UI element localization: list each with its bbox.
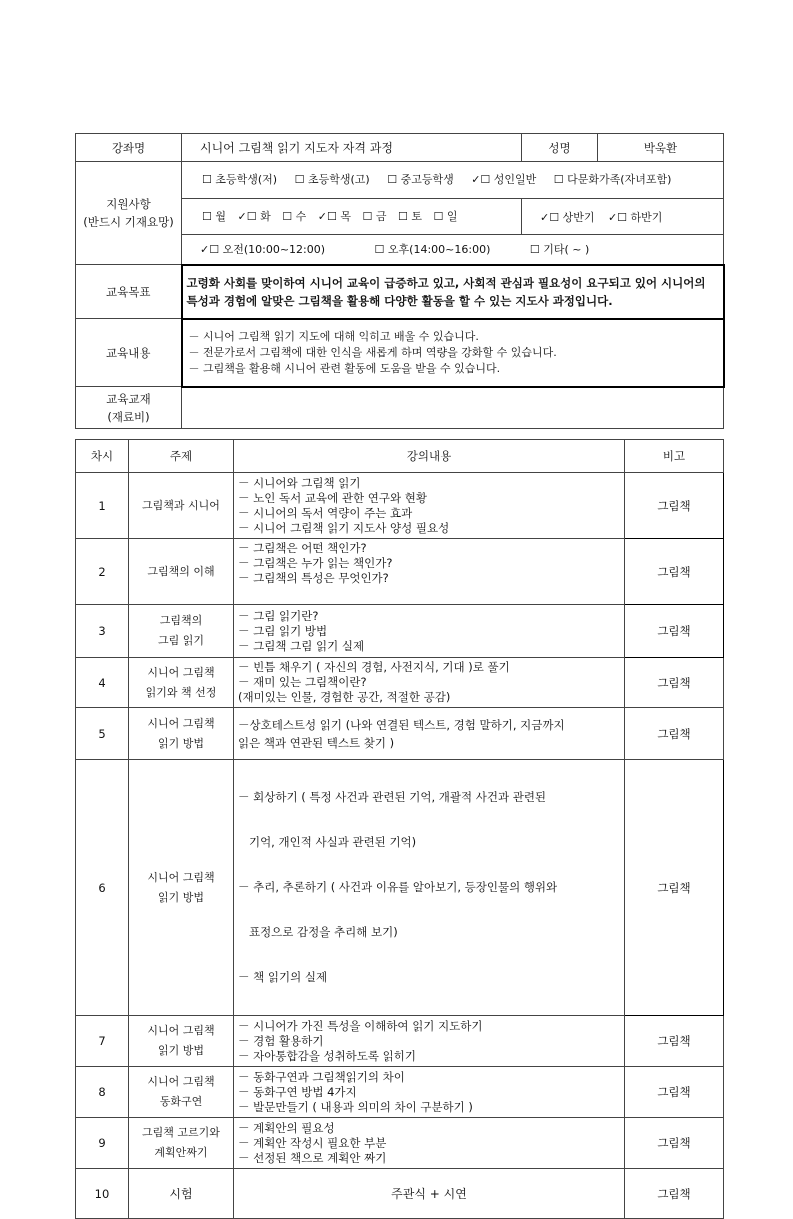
target-option[interactable]: ☐ 중고등학생: [387, 173, 454, 186]
course-name: 시니어 그림책 읽기 지도자 자격 과정: [182, 134, 522, 162]
checkbox-icon[interactable]: ☐: [397, 209, 408, 223]
session-number: 3: [76, 605, 129, 658]
target-option[interactable]: ☐ 초등학생(저): [202, 173, 278, 186]
session-note: 그림책: [625, 1067, 724, 1118]
session-content: －상호테스트성 읽기 (나와 연결된 텍스트, 경험 말하기, 지금까지 읽은 책과 연관된 텍스트 찾기 ): [234, 708, 625, 760]
session-note: 그림책: [625, 539, 724, 605]
day-option[interactable]: ☐ 월: [202, 209, 227, 223]
table-row: [76, 760, 724, 1016]
checkbox-icon[interactable]: ☐: [433, 209, 444, 223]
col-header-session: 차시: [76, 440, 129, 473]
session-content: 주관식 + 시연: [234, 1169, 625, 1219]
checkbox-icon[interactable]: ☐: [202, 209, 212, 223]
session-number: 8: [76, 1067, 129, 1118]
checkbox-icon[interactable]: ✓☐: [540, 210, 560, 224]
session-content: － 빈틈 채우기 ( 자신의 경험, 사전지식, 기대 )로 풀기 － 재미 있는 그림책이란? (재미있는 인물, 경험한 공간, 적절한 공감): [234, 658, 625, 708]
day-option[interactable]: ☐ 수: [282, 209, 307, 223]
table-row: [76, 473, 724, 539]
table-row: [76, 1067, 724, 1118]
col-header-content: 강의내용: [234, 440, 625, 473]
session-note: 그림책: [625, 1169, 724, 1219]
session-topic: 그림책과 시니어: [129, 473, 234, 539]
table-row: [76, 1169, 724, 1219]
session-content: － 그림책은 어떤 책인가? － 그림책은 누가 읽는 책인가? － 그림책의 특성은 무엇인가?: [234, 539, 625, 605]
session-content: － 동화구연과 그림책읽기의 차이 － 동화구연 방법 4가지 － 발문만들기 ( 내용과 의미의 차이 구분하기 ): [234, 1067, 625, 1118]
session-number: 10: [76, 1169, 129, 1219]
checkbox-icon[interactable]: ☐: [553, 173, 564, 186]
checkbox-icon[interactable]: ☐: [362, 209, 373, 223]
session-number: 2: [76, 539, 129, 605]
name-label: 성명: [522, 134, 598, 162]
day-option[interactable]: ☐ 금: [362, 209, 387, 223]
checkbox-icon[interactable]: ✓☐: [237, 209, 257, 223]
session-number: 9: [76, 1118, 129, 1169]
session-number: 4: [76, 658, 129, 708]
session-content: － 회상하기 ( 특정 사건과 관련된 기억, 개괄적 사건과 관련된 기억, 개인적 사실과 관련된 기억) － 추리, 추론하기 ( 사건과 이유를 알아보기, 등장인물의 행위와 표정으로 감정을 추리해 보기) － 책 읽기의 실제: [234, 760, 625, 1016]
session-topic: 시니어 그림책 동화구연: [129, 1067, 234, 1118]
session-number: 5: [76, 708, 129, 760]
table-row: [76, 539, 724, 605]
content-line: － 전문가로서 그림책에 대한 인식을 새롭게 하며 역량을 강화할 수 있습니다.: [188, 345, 557, 359]
session-note: 그림책: [625, 605, 724, 658]
day-option[interactable]: ✓☐ 목: [317, 209, 351, 223]
day-option[interactable]: ☐ 토: [397, 209, 422, 223]
target-option[interactable]: ☐ 다문화가족(자녀포함): [553, 173, 672, 186]
checkbox-icon[interactable]: ☐: [529, 243, 540, 257]
session-topic: 시니어 그림책 읽기 방법: [129, 708, 234, 760]
content-list: [182, 319, 724, 387]
half-options: [522, 199, 724, 235]
time-option[interactable]: ☐ 오후(14:00~16:00): [374, 243, 491, 257]
info-table: [75, 133, 725, 429]
target-option[interactable]: ✓☐ 성인일반: [471, 173, 537, 186]
session-content: － 시니어가 가진 특성을 이해하여 읽기 지도하기 － 경험 활용하기 － 자아통합감을 성취하도록 읽히기: [234, 1016, 625, 1067]
time-option[interactable]: ☐ 기타( ~ ): [529, 243, 590, 257]
target-options: [182, 162, 724, 199]
session-note: 그림책: [625, 658, 724, 708]
checkbox-icon[interactable]: ☐: [374, 243, 385, 257]
session-note: 그림책: [625, 708, 724, 760]
table-row: [76, 708, 724, 760]
session-note: 그림책: [625, 1016, 724, 1067]
checkbox-icon[interactable]: ✓☐: [200, 243, 220, 257]
checkbox-icon[interactable]: ✓☐: [471, 173, 491, 186]
checkbox-icon[interactable]: ☐: [294, 173, 305, 186]
material-label: 교육교재 (재료비): [76, 387, 182, 429]
content-line: － 시니어 그림책 읽기 지도에 대해 익히고 배울 수 있습니다.: [188, 329, 479, 343]
session-note: 그림책: [625, 1118, 724, 1169]
day-option[interactable]: ✓☐ 화: [237, 209, 271, 223]
session-note: 그림책: [625, 473, 724, 539]
session-number: 6: [76, 760, 129, 1016]
goal-label: 교육목표: [76, 265, 182, 319]
session-content: － 시니어와 그림책 읽기 － 노인 독서 교육에 관한 연구와 현황 － 시니어의 독서 역량이 주는 효과 － 시니어 그림책 읽기 지도사 양성 필요성: [234, 473, 625, 539]
schedule-table: [75, 439, 724, 1219]
course-label: 강좌명: [76, 134, 182, 162]
day-options: [182, 199, 522, 235]
time-option[interactable]: ✓☐ 오전(10:00~12:00): [200, 243, 326, 257]
session-topic: 그림책의 그림 읽기: [129, 605, 234, 658]
session-topic: 그림책 고르기와 계획안짜기: [129, 1118, 234, 1169]
half-option[interactable]: ✓☐ 하반기: [607, 210, 663, 224]
checkbox-icon[interactable]: ✓☐: [607, 210, 628, 224]
session-number: 7: [76, 1016, 129, 1067]
col-header-note: 비고: [625, 440, 724, 473]
content-label: 교육내용: [76, 319, 182, 387]
table-row: [76, 1016, 724, 1067]
day-option[interactable]: ☐ 일: [433, 209, 458, 223]
table-row: [76, 658, 724, 708]
time-options: [182, 235, 724, 265]
name-value: 박욱환: [598, 134, 724, 162]
session-topic: 시니어 그림책 읽기 방법: [129, 1016, 234, 1067]
half-option[interactable]: ✓☐ 상반기: [540, 210, 595, 224]
session-note: 그림책: [625, 760, 724, 1016]
session-topic: 시니어 그림책 읽기와 책 선정: [129, 658, 234, 708]
application-form: [75, 133, 723, 1219]
material-value: [182, 387, 724, 429]
session-number: 1: [76, 473, 129, 539]
checkbox-icon[interactable]: ☐: [282, 209, 293, 223]
checkbox-icon[interactable]: ✓☐: [317, 209, 337, 223]
session-topic: 시험: [129, 1169, 234, 1219]
table-row: [76, 605, 724, 658]
goal-text: 고령화 사회를 맞이하여 시니어 교육이 급증하고 있고, 사회적 관심과 필요성이 요구되고 있어 시니어의 특성과 경험에 알맞은 그림책을 활용해 다양한 활동을 할 수 있는 지도사 과정입니다.: [182, 265, 724, 319]
apply-label: 지원사항 (반드시 기재요망): [76, 162, 182, 265]
session-content: － 그림 읽기란? － 그림 읽기 방법 － 그림책 그림 읽기 실제: [234, 605, 625, 658]
table-row: [76, 1118, 724, 1169]
checkbox-icon[interactable]: ☐: [202, 173, 212, 186]
col-header-topic: 주제: [129, 440, 234, 473]
target-option[interactable]: ☐ 초등학생(고): [294, 173, 370, 186]
session-topic: 시니어 그림책 읽기 방법: [129, 760, 234, 1016]
session-topic: 그림책의 이해: [129, 539, 234, 605]
content-line: － 그림책을 활용해 시니어 관련 활동에 도움을 받을 수 있습니다.: [188, 361, 501, 375]
checkbox-icon[interactable]: ☐: [387, 173, 398, 186]
session-content: － 계획안의 필요성 － 계획안 작성시 필요한 부분 － 선정된 책으로 계획안 짜기: [234, 1118, 625, 1169]
